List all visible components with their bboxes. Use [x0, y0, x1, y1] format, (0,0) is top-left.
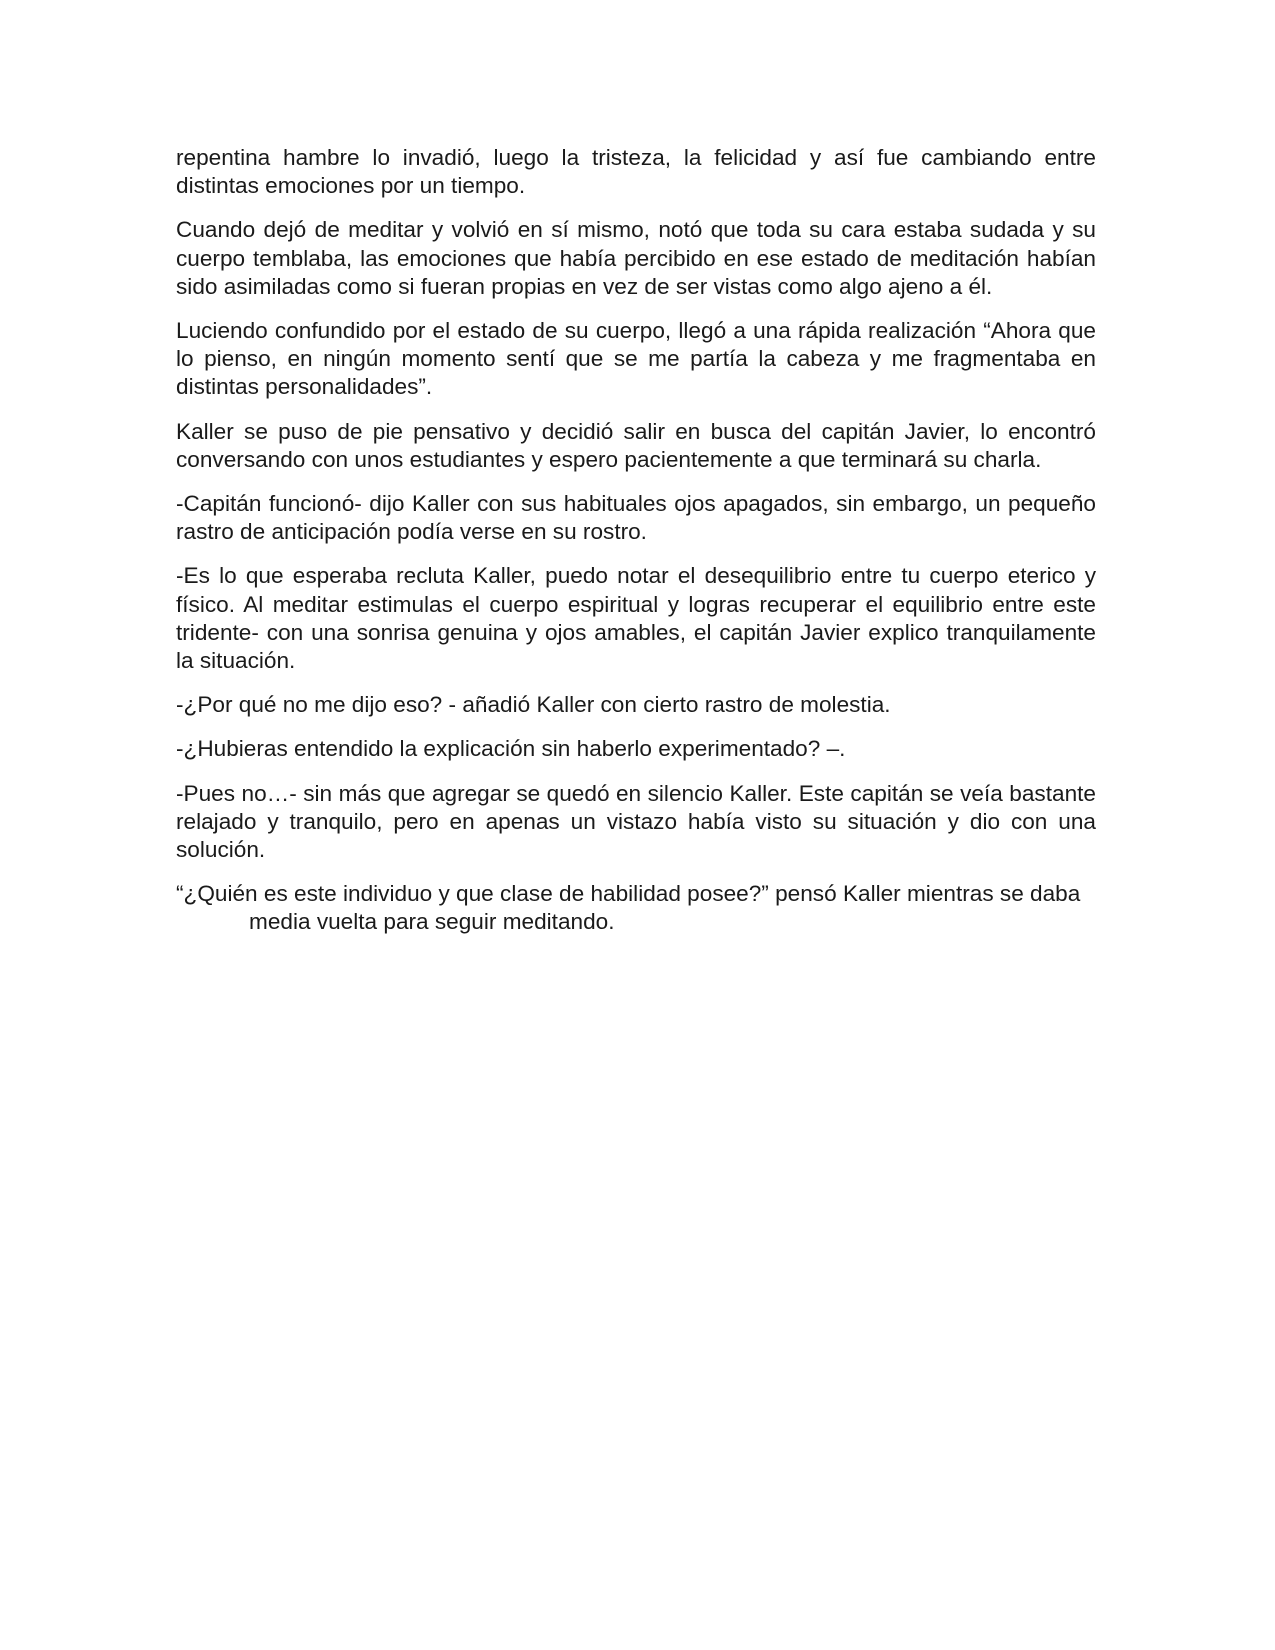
document-body: [176, 144, 1096, 953]
paragraph-5: -Capitán funcionó- dijo Kaller con sus habituales ojos apagados, sin embargo, un pequeño rastro de anticipación podía verse en su rostro.: [176, 491, 1096, 545]
paragraph-2: Cuando dejó de meditar y volvió en sí mismo, notó que toda su cara estaba sudada y su cuerpo temblaba, las emociones que había percibido en ese estado de meditación habían sido asimiladas como si fueran propias en vez de ser vistas como algo ajeno a él.: [176, 217, 1096, 299]
paragraph-3: Luciendo confundido por el estado de su cuerpo, llegó a una rápida realización “Ahora que lo pienso, en ningún momento sentí que se me partía la cabeza y me fragmentaba en distintas personalidades”.: [176, 318, 1096, 400]
paragraph-8: -¿Hubieras entendido la explicación sin haberlo experimentado? –.: [176, 736, 846, 762]
paragraph-4: Kaller se puso de pie pensativo y decidió salir en busca del capitán Javier, lo encontró conversando con unos estudiantes y espero pacientemente a que terminará su charla.: [176, 418, 1096, 472]
paragraph-7: -¿Por qué no me dijo eso? - añadió Kaller con cierto rastro de molestia.: [176, 692, 891, 718]
paragraph-1: repentina hambre lo invadió, luego la tristeza, la felicidad y así fue cambiando entre distintas emociones por un tiempo.: [176, 145, 1096, 199]
paragraph-9: -Pues no…- sin más que agregar se quedó en silencio Kaller. Este capitán se veía bastante relajado y tranquilo, pero en apenas un vistazo había visto su situación y dio con una solución.: [176, 780, 1096, 863]
paragraph-6: -Es lo que esperaba recluta Kaller, puedo notar el desequilibrio entre tu cuerpo eterico y físico. Al meditar estimulas el cuerpo espiritual y logras recuperar el equilibrio entre este tridente- con una sonrisa genuina y ojos amables, el capitán Javier explico tranquilamente la situación.: [176, 563, 1096, 674]
paragraph-10: “¿Quién es este individuo y que clase de habilidad posee?” pensó Kaller mientras se daba media vuelta para seguir meditando.: [176, 881, 1081, 935]
